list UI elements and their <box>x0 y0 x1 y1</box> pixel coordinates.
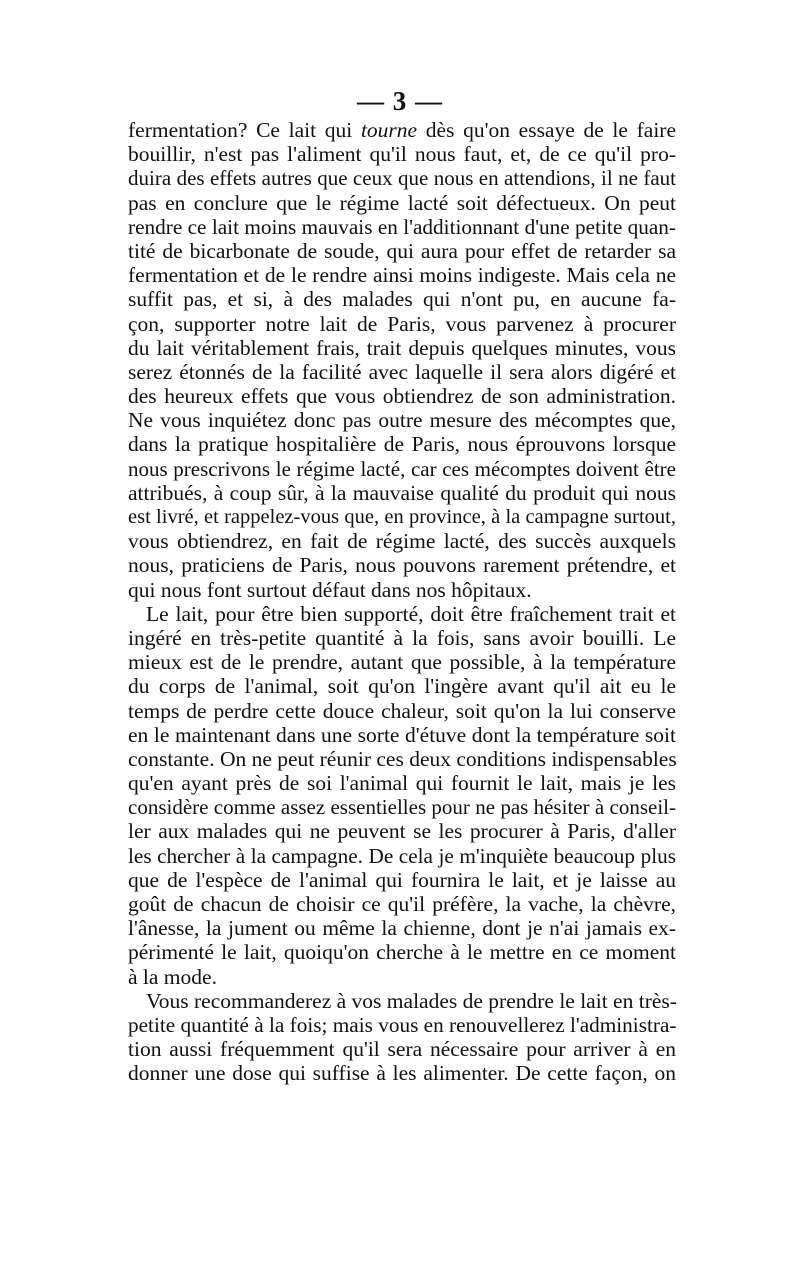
text-line: des heureux effets que vous obtiendrez de son administration. <box>128 384 676 409</box>
paragraph-2 <box>128 602 676 989</box>
text-line: du lait véritablement frais, trait depuis quelques minutes, vous <box>128 335 676 360</box>
text-line: serez étonnés de la facilité avec laquelle il sera alors digéré et <box>128 359 676 384</box>
text-line: tion aussi fréquemment qu'il sera nécessaire pour arriver à en <box>128 1037 676 1062</box>
text-line: Vous recommanderez à vos malades de prendre le lait en très- <box>146 988 677 1013</box>
paragraph-3 <box>128 989 676 1086</box>
text-line: mieux est de le prendre, autant que possible, à la température <box>128 650 676 675</box>
text-line: ingéré en très-petite quantité à la fois, sans avoir bouilli. Le <box>128 625 676 650</box>
text-line: Le lait, pour être bien supporté, doit être fraîchement trait et <box>146 601 676 626</box>
text-line: considère comme assez essentielles pour ne pas hésiter à conseil- <box>128 795 676 820</box>
text-line: constante. On ne peut réunir ces deux conditions indispensables <box>128 746 677 771</box>
text-line: du corps de l'animal, soit qu'on l'ingère avant qu'il ait eu le <box>128 674 676 699</box>
text-line: fermentation et de le rendre ainsi moins indigeste. Mais cela ne <box>128 263 676 288</box>
text-line: ler aux malades qui ne peuvent se les procurer à Paris, d'aller <box>128 819 676 844</box>
text-line: pas en conclure que le régime lacté soit défectueux. On peut <box>128 190 676 215</box>
text-line: périmenté le lait, quoiqu'on cherche à le mettre en ce moment <box>128 940 676 965</box>
text-line: qui nous font surtout défaut dans nos hôpitaux. <box>128 577 532 602</box>
body-text <box>128 118 676 1086</box>
text-line: est livré, et rappelez-vous que, en province, à la campagne surtout, <box>128 506 676 528</box>
text-line: rendre ce lait moins mauvais en l'additionnant d'une petite quan- <box>128 214 676 239</box>
text-line: çon, supporter notre lait de Paris, vous parvenez à procurer <box>128 311 676 336</box>
page-number: — 3 — <box>357 86 443 116</box>
text-line: dans la pratique hospitalière de Paris, nous éprouvons lorsque <box>128 432 676 457</box>
text-line: fermentation? Ce lait qui tourne dès qu'on essaye de le faire <box>128 118 676 142</box>
text-line: Ne vous inquiétez donc pas outre mesure des mécomptes que, <box>128 408 676 433</box>
paragraph-1 <box>128 118 676 602</box>
text-line: qu'en ayant près de soi l'animal qui fournit le lait, mais je les <box>128 771 676 796</box>
italic-word: tourne <box>360 118 418 142</box>
text-line: duira des effets autres que ceux que nous en attendions, il ne faut <box>128 166 676 191</box>
text-line: l'ânesse, la jument ou même la chienne, dont je n'ai jamais ex- <box>128 916 676 941</box>
text-line: nous, praticiens de Paris, nous pouvons rarement prétendre, et <box>128 553 676 578</box>
text-line: les chercher à la campagne. De cela je m'inquiète beaucoup plus <box>128 843 676 868</box>
text-line: tité de bicarbonate de soude, qui aura pour effet de retarder sa <box>128 238 676 263</box>
text-line: goût de chacun de choisir ce qu'il préfère, la vache, la chèvre, <box>128 892 676 916</box>
text-line: petite quantité à la fois; mais vous en renouvellerez l'administra- <box>128 1012 677 1037</box>
text-line: vous obtiendrez, en fait de régime lacté, des succès auxquels <box>128 529 676 554</box>
text-line: suffit pas, et si, à des malades qui n'ont pu, en aucune fa- <box>128 287 676 312</box>
text-line: temps de perdre cette douce chaleur, soit qu'on la lui conserve <box>128 698 676 723</box>
text-line: que de l'espèce de l'animal qui fournira le lait, et je laisse au <box>128 867 676 892</box>
text-line: donner une dose qui suffise à les alimenter. De cette façon, on <box>128 1061 676 1086</box>
text-line: en le maintenant dans une sorte d'étuve dont la température soit <box>128 722 676 747</box>
text-line: attribués, à coup sûr, à la mauvaise qualité du produit qui nous <box>128 480 676 505</box>
text-line: à la mode. <box>128 964 217 989</box>
text-line: nous prescrivons le régime lacté, car ces mécomptes doivent être <box>128 456 676 481</box>
text-line: bouillir, n'est pas l'aliment qu'il nous faut, et, de ce qu'il pro- <box>128 142 676 167</box>
